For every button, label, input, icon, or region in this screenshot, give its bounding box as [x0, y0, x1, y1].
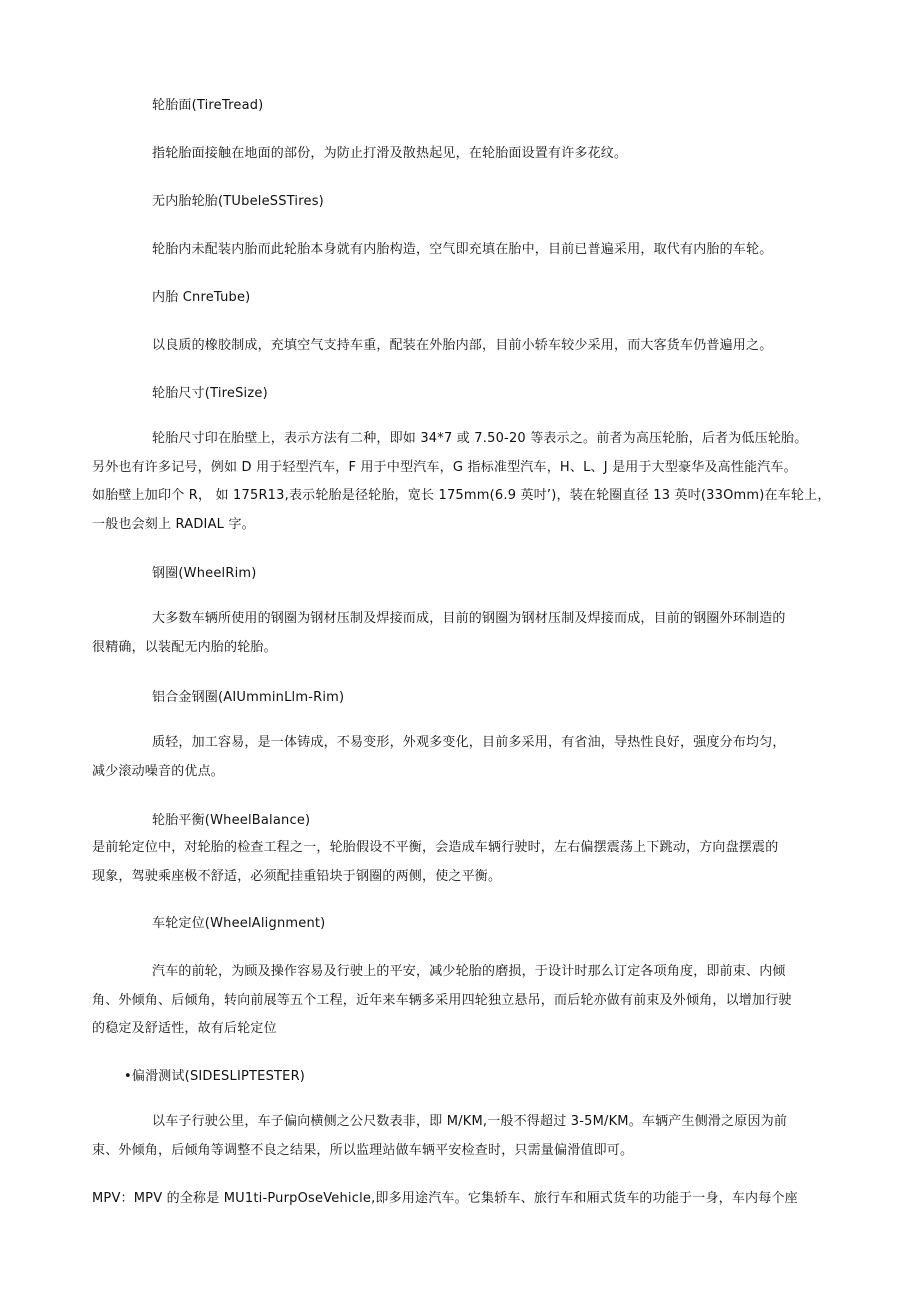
- heading-wheel-rim: 钢圈(WheelRim): [152, 566, 257, 581]
- paragraph-side-slip: [92, 1108, 787, 1165]
- heading-alloy-rim: 铝合金钢圈(AIUmminLlm-Rim): [152, 690, 345, 705]
- wheel-balance-line-1: 是前轮定位中，对轮胎的检查工程之一，轮胎假设不平衡，会造成车辆行驶时，左右偏摆震荡上下跳动，方向盘摆震的: [92, 840, 779, 855]
- paragraph-wheel-alignment: [92, 958, 792, 1044]
- alloy-rim-line-1: 质轻，加工容易，是一体铸成，不易变形，外观多变化，目前多采用，有省油，导热性良好，强度分布均匀，: [152, 735, 786, 750]
- paragraph-wheel-balance: [92, 834, 778, 891]
- tire-size-line-2: 另外也有许多记号，例如 D 用于轻型汽车，F 用于中型汽车，G 指标准型汽车，H、L、J 是用于大型豪华及高性能汽车。: [92, 459, 797, 475]
- paragraph-tire-tread: 指轮胎面接触在地面的部份，为防止打滑及散热起见，在轮胎面设置有许多花纹。: [152, 146, 628, 161]
- paragraph-wheel-rim: [92, 605, 786, 662]
- wheel-alignment-line-2: 角、外倾角、后倾角，转向前展等五个工程，近年来车辆多采用四轮独立悬吊，而后轮亦做有前束及外倾角，以增加行驶: [92, 992, 792, 1008]
- alloy-rim-line-2: 减少滚动噪音的优点。: [92, 763, 225, 779]
- tire-size-line-4: 一般也会刻上 RADIAL 字。: [92, 516, 255, 532]
- heading-side-slip: •偏滑测试(SIDESLIPTESTER): [124, 1069, 306, 1084]
- side-slip-line-2: 束、外倾角，后倾角等调整不良之结果，所以监理站做车辆平安检查时，只需量偏滑值即可。: [92, 1142, 634, 1158]
- heading-wheel-balance: 轮胎平衡(WheelBalance): [152, 813, 311, 828]
- paragraph-inner-tube: 以良质的橡胶制成，充填空气支持车重，配装在外胎内部，目前小轿车较少采用，而大客货车仍普遍用之。: [152, 338, 773, 353]
- wheel-alignment-line-1: 汽车的前轮，为顾及操作容易及行驶上的平安，减少轮胎的磨损，于设计时那么订定各项角度，即前束、内倾: [152, 964, 786, 979]
- side-slip-line-1: 以车子行驶公里，车子偏向横侧之公尺数表非，即 M/KM,一般不得超过 3-5M/KM。车辆产生侧滑之原因为前: [152, 1114, 788, 1129]
- heading-wheel-alignment: 车轮定位(WheelAlignment): [152, 916, 326, 931]
- heading-inner-tube: 内胎 CnreTube): [152, 290, 251, 305]
- heading-tubeless-tires: 无内胎轮胎(TUbeleSSTires): [152, 194, 324, 209]
- heading-tire-tread: 轮胎面(TireTread): [152, 98, 264, 113]
- tire-size-line-1: 轮胎尺寸印在胎壁上，表示方法有二种，即如 34*7 或 7.50-20 等表示之。前者为高压轮胎，后者为低压轮胎。: [152, 431, 808, 446]
- paragraph-alloy-rim: [92, 729, 786, 786]
- wheel-rim-line-1: 大多数车辆所使用的钢圈为钢材压制及焊接而成，目前的钢圈为钢材压制及焊接而成，目前的钢圈外环制造的: [152, 611, 786, 626]
- wheel-balance-line-2: 现象，驾驶乘座极不舒适，必须配挂重铅块于钢圈的两侧，使之平衡。: [92, 868, 502, 884]
- paragraph-tubeless-tires: 轮胎内未配装内胎而此轮胎本身就有内胎构造，空气即充填在胎中，目前已普遍采用，取代有内胎的车轮。: [152, 242, 773, 257]
- tire-size-line-3: 如胎壁上加印个 R， 如 175R13,表示轮胎是径轮胎，宽长 175mm(6.9 英吋’)，装在轮圈直径 13 英吋(33Omm)在车轮上，: [92, 488, 831, 503]
- heading-tire-size: 轮胎尺寸(TireSize): [152, 386, 268, 401]
- paragraph-tire-size: [92, 425, 831, 539]
- wheel-rim-line-2: 很精确，以装配无内胎的轮胎。: [92, 639, 277, 655]
- paragraph-mpv: MPV：MPV 的全称是 MU1ti-PurpOseVehicle,即多用途汽车。它集轿车、旅行车和厢式货车的功能于一身，车内每个座: [92, 1191, 798, 1206]
- wheel-alignment-line-3: 的稳定及舒适性，故有后轮定位: [92, 1021, 277, 1036]
